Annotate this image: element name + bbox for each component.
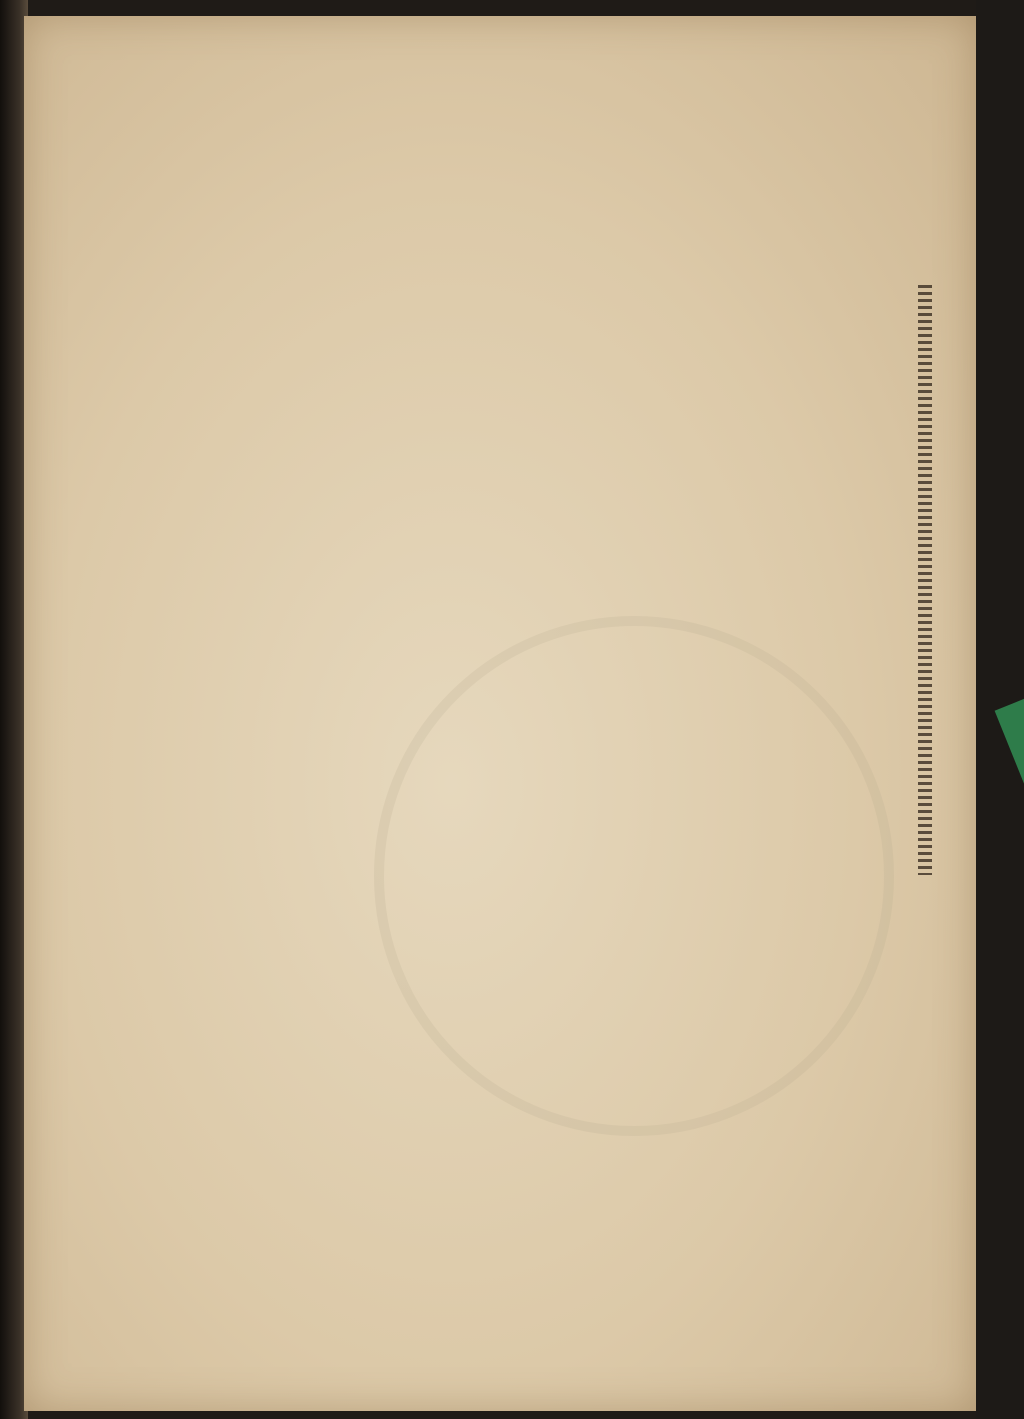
decorative-chain-border xyxy=(918,285,932,875)
library-stamp-watermark xyxy=(374,616,894,1136)
manuscript-page xyxy=(24,16,976,1411)
